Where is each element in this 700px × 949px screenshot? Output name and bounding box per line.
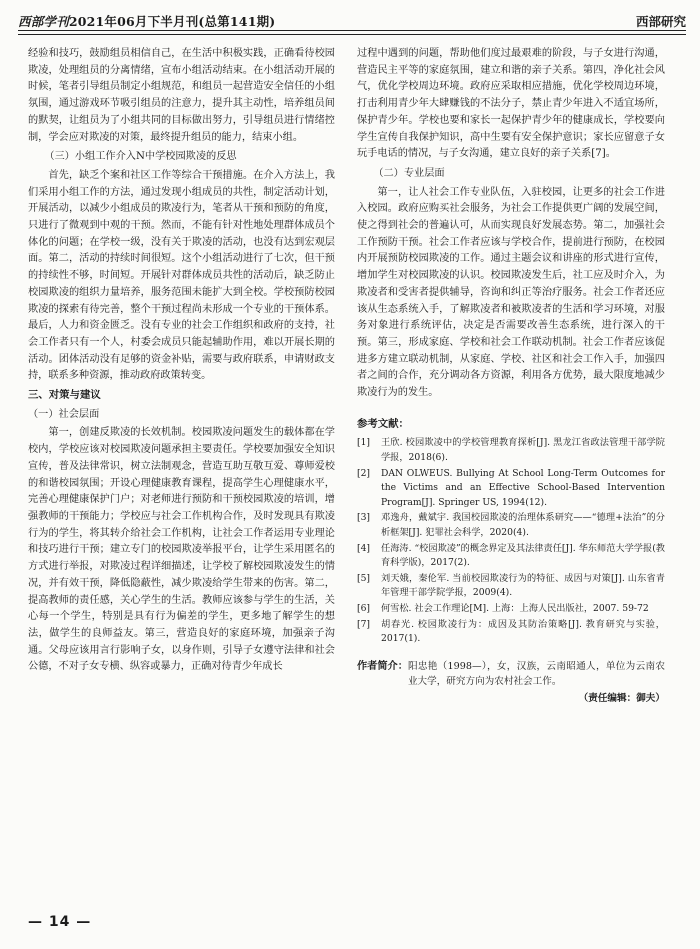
paragraph: 经验和技巧，鼓励组员相信自己，在生活中积极实践，正确看待校园欺凌，处理组员的分离情绪，宣布小组活动结束。在小组活动开展的时候，笔者引导组员制定小组规范，和组员一起营造安全信任的小组氛围，通过游戏环节吸引组员的注意力，提升其主动性，培养组员间的默契，让组员为了小组共同的目标做出努力，引导组员进行情绪控制，学会应对欺凌的对策，最终提升组员的能力，结束小组。 [28, 48, 335, 143]
paragraph: 第一，创建反欺凌的长效机制。校园欺凌问题发生的载体都在学校内，学校应该对校园欺凌问题承担主要责任。学校要加强安全知识宣传，普及法律常识，树立法制观念，营造互助互敬互爱、尊师爱校的和谐校园氛围；开设心理健康教育课程，提高学生心理健康水平，完善心理健康保护门户；对老师进行预防和干预校园欺凌的培训，增强教师的干预能力；学校应与社会工作机构合作，及时发现具有欺凌行为的学生，将其转介给社会工作机构，让社会工作者运用专业理论和技巧进行干预；建立专门的校园欺凌举报平台，让学生采用匿名的方式进行举报，对欺凌过程详细描述，让学校了解校园欺凌发生的情况，并有效干预，降低隐蔽性，减少欺凌给学生带来的伤害。第二，提高教师的责任感，关心学生的生活。教师应该参与学生的生活，关心每一个学生，特别是具有行为偏差的学生，更多地了解学生的想法，做学生的良师益友。第三，营造良好的家庭环境，加强亲子沟通。父母应该用言行影响子女，以身作则，引导子女遵守法律和社会公德，不对子女专横、纵容或暴力，正确对待青少年成长 [28, 427, 335, 673]
reference-item [357, 602, 665, 617]
header-rule-thick [18, 30, 686, 31]
reference-number: [2] [357, 467, 371, 479]
reference-item [357, 467, 665, 511]
reference-number: [3] [357, 512, 371, 524]
reference-item [357, 436, 665, 465]
reference-number: [6] [357, 603, 371, 614]
header-rule-thin [18, 34, 686, 35]
reference-text: 邓逸舟，戴斌宇. 我国校园欺凌的治理体系研究——“德理+法治”的分析框架[J]. 犯罪社会科学，2020(4). [381, 512, 665, 539]
author-text: 阳忠艳（1998—），女，汉族，云南昭通人，单位为云南农业大学，研究方向为农村社会工作。 [407, 660, 665, 687]
reference-text: 任海涛. “校园欺凌”的概念界定及其法律责任[J]. 华东师范大学学报(教育科学版)，2017(2). [381, 542, 665, 569]
right-column [357, 46, 665, 707]
paragraph: 第一，让人社会工作专业队伍，入驻校园，让更多的社会工作进入校园。政府应购买社会服务，为社会工作提供更广阔的发展空间，使之得到社会的普遍认可，从而实现良好发展态势。第二，加强社会工作预防干预。社会工作者应该与学校合作，提前进行预防，在校园内开展预防校园欺凌的工作。通过主题会议和讲座的形式进行宣传，增加学生对校园欺凌的认识。校园欺凌发生后，社工应及时介入，为欺凌者和受害者提供辅导，咨询和纠正等治疗服务。社会工作者还应该从生态系统入手，了解欺凌者和被欺凌者的生活和学习环境，对服务对象进行系统评估，决定是否需要改善生态系统，进行深入的干预。第三，形成家庭、学校和社会工作联动机制。社会工作者应该促进多方建立联动机制，从家庭、学校、社区和社会工作入手，加强四者之间的合作，充分调动各方资源，利用各方优势，最大限度地减少欺凌行为的发生。 [357, 186, 665, 399]
subsection-heading: （一）社会层面 [28, 408, 100, 420]
reference-number: [1] [357, 437, 371, 449]
page-number: — 14 — [28, 914, 92, 930]
section-heading: 三、对策与建议 [28, 389, 101, 402]
reference-text: 胡春光. 校园欺凌行为：成因及其防治策略[J]. 教育研究与实验，2017(1). [381, 618, 665, 645]
section-name: 西部研究 [635, 14, 686, 29]
references-title: 参考文献： [357, 417, 409, 430]
author-label: 作者简介： [357, 660, 408, 672]
subsection-heading: （二）专业层面 [373, 167, 445, 179]
paragraph: 过程中遇到的问题，帮助他们度过最艰难的阶段，与子女进行沟通，营造民主平等的家庭氛围，建立和谐的亲子关系。第四，净化社会风气，优化学校周边环境。政府应采取相应措施，优化学校周边环境，打击利用青少年大肆赚钱的不法分子，禁止青少年进入不适宜场所，保护青少年。学校也要和家长一起保护青少年的健康成长，学校要向学生宣传自我保护知识，高中生要有安全保护意识；家长应留意子女玩手电话的情况，与子女沟通，建立良好的亲子关系[7]。 [357, 48, 665, 160]
reference-item [357, 572, 665, 601]
reference-item [357, 542, 665, 571]
author-bio [357, 659, 665, 689]
paragraph: 首先，缺乏个案和社区工作等综合干预措施。在介入方法上，我们采用小组工作的方法，通过发现小组成员的共性，制定活动计划，开展活动，以减少小组成员的欺凌行为，笔者从干预和预防的角度，只进行了微观到中观的干预。然而，不能有针对性地处理群体成员个体化的问题；在学校一级，没有关于欺凌的活动，也没有达到宏观层面。第二，活动的持续时间很短。这个小组活动进行了七次，但干预的持续性不够，时间短。开展针对群体成员共性的活动后，缺乏防止校园欺凌的组织力量培养，服务范围未能扩大到全校。学校预防校园欺凌的探索有待完善，整个干预过程尚未形成一个专业的干预体系。最后，人力和资金匮乏。没有专业的社会工作组织和政府的支持，社会工作者只有一个人，村委会成员只能起辅助作用，难以开展长期的活动。团体活动没有足够的资金补贴，需要与政府联系，申请财政支持，联系多种资源，推动政府政策转变。 [28, 169, 335, 382]
responsible-editor: （责任编辑：御夫） [578, 692, 665, 704]
reference-list [357, 436, 665, 646]
reference-number: [5] [357, 572, 371, 584]
reference-number: [4] [357, 542, 371, 554]
reference-item [357, 618, 665, 647]
page-header [18, 6, 686, 32]
issue-info: 2021年06月下半月刊(总第141期) [68, 14, 276, 29]
reference-text: 何雪松. 社会工作理论[M]. 上海：上海人民出版社，2007. 59-72 [381, 603, 649, 614]
reference-text: 王欣. 校园欺凌中的学校管理教育探析[J]. 黑龙江省政法管理干部学院学报，2018(6). [381, 437, 665, 464]
reference-number: [7] [357, 618, 371, 630]
subsection-heading: （三）小组工作介入N中学校园欺凌的反思 [44, 151, 237, 163]
reference-item [357, 511, 665, 540]
reference-text: DAN OLWEUS. Bullying At School Long-Term Outcomes for the Victims and an Effective School-Based Intervention Program[J]. Springer US, 1994(12). [381, 467, 665, 508]
left-column [28, 46, 335, 676]
journal-info [18, 12, 275, 30]
journal-brand: 西部学刊 [18, 14, 69, 29]
reference-text: 刘天娥，秦伦军. 当前校园欺凌行为的特征、成因与对策[J]. 山东省青年管理干部学院学报，2009(4). [381, 572, 665, 599]
